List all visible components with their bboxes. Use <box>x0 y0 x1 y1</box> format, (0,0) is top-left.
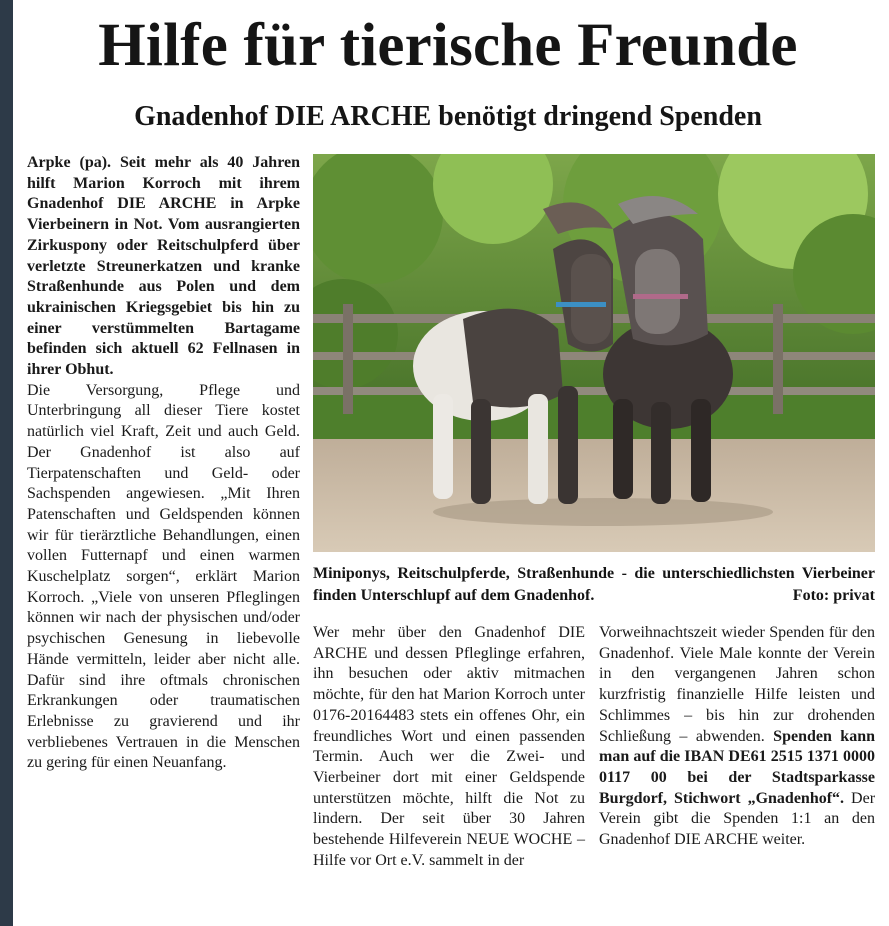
ponies-illustration <box>313 154 875 552</box>
body-paragraph-1: Die Versorgung, Pflege und Unterbringung all dieser Tiere kostet natürlich viel Kraft, Zeit und auch Geld. Der Gnadenhof ist also auf Tierpatenschaften und Geld- oder Sachspenden angewiesen. „Mit Ihren Patenschaften und Geldspenden können wir für tierärztliche Behandlungen, einen vollen Futternapf und einen warmen Kuschelplatz sorgen“, erklärt Marion Korroch. „Viele von unseren Pfleglingen können wir nach der physischen und/oder psychischen Genesung in liebevolle Hände vermitteln, leider aber nicht alle. Dafür sind ihre oftmals chronischen Erkrankungen oder traumatischen Erlebnisse zu gravierend und ihr verbliebenes Vertrauen in die Menschen zu gering für einen Neuanfang. <box>27 381 300 772</box>
photo-credit: Foto: privat <box>792 587 875 604</box>
caption-text: Miniponys, Reitschulpferde, Straßenhunde - die unterschiedlichsten Vierbeiner finden Unterschlupf auf dem Gnadenhof. <box>313 565 875 604</box>
lead-paragraph: Arpke (pa). Seit mehr als 40 Jahren hilft Marion Korroch mit ihrem Gnadenhof DIE ARCHE in Arpke Vierbeinern in Not. Vom ausrangierten Zirkuspony oder Reitschulpferd über verletzte Streunerkatzen und kranke Straßenhunde aus Polen und dem ukrainischen Kriegsgebiet bis hin zu einer verstümmelten Bartagame befinden sich aktuell 62 Fellnasen in ihrer Obhut. <box>27 154 300 379</box>
body-paragraph-3 <box>599 623 875 851</box>
body-col3-end: Der Verein gibt die Spenden 1:1 an den Gnadenhof DIE ARCHE weiter. <box>599 789 876 849</box>
left-accent-bar <box>0 0 13 926</box>
body-col3-start: Vorweihnachtszeit wieder Spenden für den Gnadenhof. Viele Male konnte der Verein in den vergangenen Jahren schon kurzfristig finanzielle Hilfe leisten und Schlimmes – bis hin zur drohenden Schließung – abwenden. <box>599 624 875 745</box>
body-paragraph-2: Wer mehr über den Gnadenhof DIE ARCHE und dessen Pfleglinge erfahren, ihn besuchen oder aktiv mitmachen möchte, für den hat Marion Korroch unter 0176-20164483 stets ein offenes Ohr, ein freundliches Wort und einen passenden Termin. Auch wer die Zwei- und Vierbeiner dort mit einer Geldspende unterstützen möchte, hilft die Not zu lindern. Der seit über 30 Jahren bestehende Hilfeverein NEUE WOCHE – Hilfe vor Ort e.V. sammelt in der <box>313 624 585 869</box>
subheadline: Gnadenhof DIE ARCHE benötigt dringend Spenden <box>134 101 762 132</box>
article-photo <box>313 154 875 552</box>
donation-info: Spenden kann man auf die IBAN DE61 2515 1371 0000 0117 00 bei der Stadtsparkasse Burgdorf, Stichwort „Gnadenhof“. <box>599 727 875 807</box>
column-3 <box>599 623 875 851</box>
photo-caption <box>313 563 875 607</box>
headline: Hilfe für tierische Freunde <box>98 12 798 79</box>
column-2 <box>313 623 585 871</box>
column-1 <box>27 153 300 774</box>
